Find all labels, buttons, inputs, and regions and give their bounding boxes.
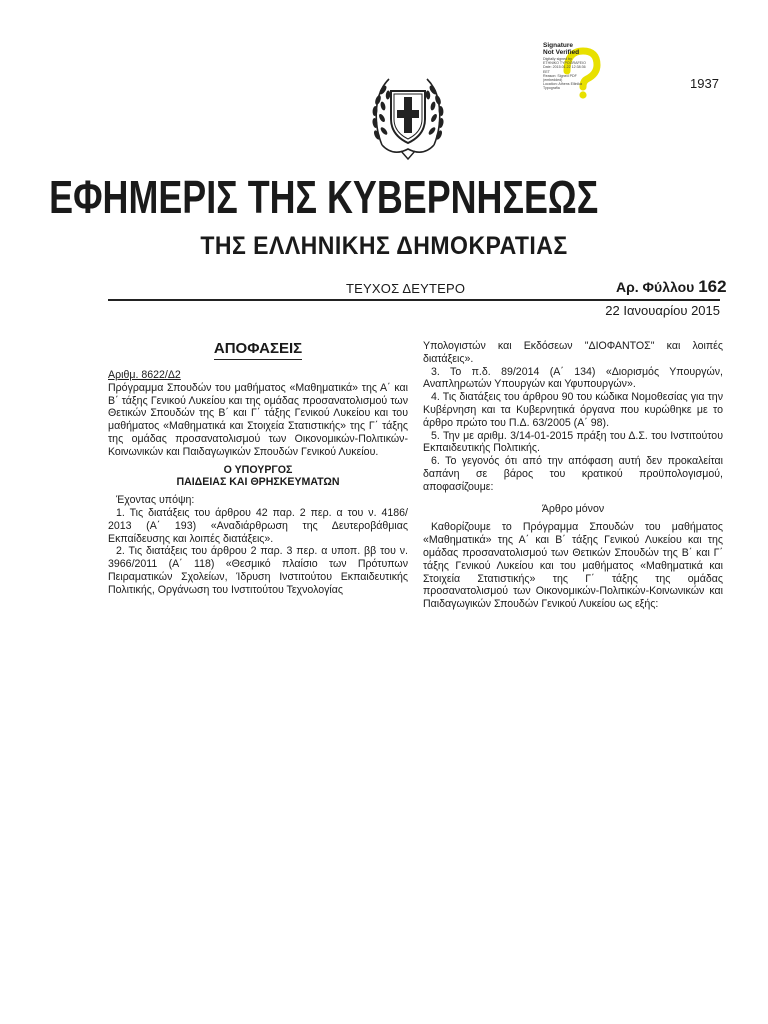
issue-number-label: Αρ. Φύλλου: [616, 279, 695, 295]
issue-number-value: 162: [698, 277, 727, 296]
signature-detail-line: Digitally signed by: [543, 57, 572, 61]
greek-coat-of-arms-icon: [371, 67, 445, 163]
decision-body: Καθορίζουμε το Πρόγραμμα Σπουδών του μαθήματος «Μαθηματικά» της Α΄ και Β΄ τάξης Γενικού Λυκείου και της ομάδας προσανατολισμού των Θετικών Σπουδών της Β΄ και Γ΄ τάξης Γενικού Λυκείου και του μαθήματος «Μαθηματικά και Στοιχεία Στατιστικής» της Γ΄ τάξης της ομάδας προσανατολισμού των Οικονομικών-Πολιτικών-Κοινωνικών και Παιδαγωγικών Σπουδών Γενικού Λυκείου ως εξής:: [423, 521, 723, 611]
signature-detail-line: ETHNIKO TYPOGRAFEIO: [543, 61, 586, 66]
signature-detail-line: Date: 2015.01.22 12:38:36: [543, 65, 586, 70]
ministry-name: ΠΑΙΔΕΙΑΣ ΚΑΙ ΘΡΗΣΚΕΥΜΑΤΩΝ: [176, 476, 340, 489]
digital-signature-stamp[interactable]: [543, 41, 601, 99]
legal-basis-point: 2. Τις διατάξεις του άρθρου 2 παρ. 3 περ. α υποπ. ββ του ν. 3966/2011 (Α΄ 118) «Θεσμικό πλαίσιο των Πρότυπων Πειραματικών Σχολείων, Ίδρυση Ινστιτούτου Εκπαιδευτικής Πολιτικής, Οργάνωση του Ινστιτούτου Τεχνολογίας: [108, 545, 408, 596]
legal-basis-continuation: Υπολογιστών και Εκδόσεων "ΔΙΟΦΑΝΤΟΣ" και λοιπές διατάξεις».: [423, 340, 723, 365]
decision-number: Αριθμ. 8622/Δ2: [108, 369, 181, 381]
considering-intro: Έχοντας υπόψη:: [116, 494, 195, 507]
legal-basis-point: 6. Το γεγονός ότι από την απόφαση αυτή δεν προκαλείται δαπάνη σε βάρος του κρατικού προϋπολογισμού, αποφασίζουμε:: [423, 455, 723, 493]
signature-detail-line: Location: Athens Ellinika: [543, 82, 582, 87]
article-heading: Άρθρο μόνον: [541, 502, 605, 515]
signature-detail-line: Typografia: [543, 86, 560, 91]
issue-number: [616, 277, 727, 297]
issue-series: ΤΕΥΧΟΣ ΔΕΥΤΕΡΟ: [346, 281, 466, 296]
header-divider: [108, 299, 720, 301]
right-column: [423, 340, 723, 611]
legal-basis-point: 5. Την με αριθμ. 3/14-01-2015 πράξη του Δ.Σ. του Ινστιτούτου Εκπαιδευτικής Πολιτικής.: [423, 429, 723, 455]
legal-basis-point: 4. Τις διατάξεις του άρθρου 90 του κώδικα Νομοθεσίας για την Κυβέρνηση και τα Κυβερνητικά όργανα που κυρώθηκε με το άρθρο πρώτο του Π.Δ. 63/2005 (Α΄ 98).: [423, 391, 723, 429]
signature-details: [543, 57, 601, 91]
issue-date: 22 Ιανουαρίου 2015: [605, 303, 720, 318]
page-number: 1937: [690, 76, 719, 91]
gazette-title: ΕΦΗΜΕΡΙΣ ΤΗΣ ΚΥΒΕΡΝΗΣΕΩΣ: [49, 171, 599, 223]
signature-detail-line: (embedded): [543, 78, 563, 83]
minister-title: Ο ΥΠΟΥΡΓΟΣ: [223, 463, 293, 476]
signature-detail-line: EET: [543, 69, 550, 74]
signature-detail-line: Reason: Signed PDF: [543, 73, 577, 78]
decision-subject: Πρόγραμμα Σπουδών του μαθήματος «Μαθηματικά» της Α΄ και Β΄ τάξης Γενικού Λυκείου και της ομάδας προσανατολισμού των Θετικών Σπουδών της Β΄ και Γ΄ τάξης Γενικού Λυκείου και του μαθήματος «Μαθηματικά και Στοιχεία Στατιστικής» της Γ΄ τάξης της ομάδας προσανατολισμού των Οικονομικών-Πολιτικών-Κοινωνικών και Παιδαγωγικών Σπουδών Γενικού Λυκείου.: [108, 381, 408, 458]
signature-status: Signature Not Verified: [543, 42, 580, 56]
gazette-subtitle: ΤΗΣ ΕΛΛΗΝΙΚΗΣ ΔΗΜΟΚΡΑΤΙΑΣ: [200, 232, 568, 260]
legal-basis-point: 3. Το π.δ. 89/2014 (Α΄ 134) «Διορισμός Υπουργών, Αναπληρωτών Υπουργών και Υφυπουργών».: [423, 365, 723, 391]
legal-basis-point: 1. Τις διατάξεις του άρθρου 42 παρ. 2 περ. α του ν. 4186/ 2013 (Α΄ 193) «Αναδιάρθρωση της Δευτεροβάθμιας Εκπαίδευσης και λοιπές διατάξεις».: [108, 506, 408, 545]
section-heading-text: ΑΠΟΦΑΣΕΙΣ: [214, 340, 302, 360]
section-heading: [108, 340, 408, 358]
left-column: [108, 340, 408, 597]
